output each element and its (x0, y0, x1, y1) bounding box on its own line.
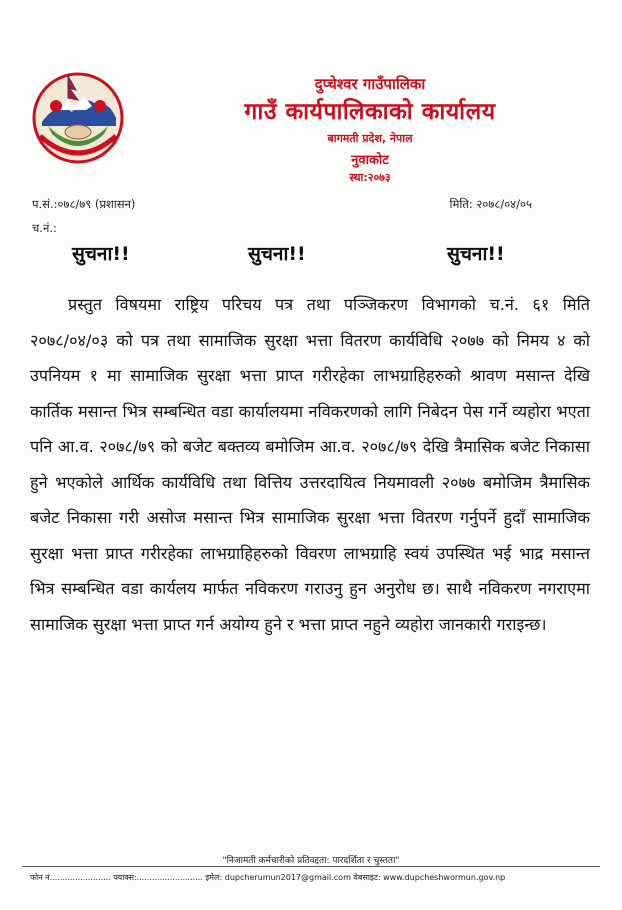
notice-heading-2: सुचना!! (248, 243, 306, 265)
established-year: स्था:२०७३ (349, 171, 391, 184)
dispatch-number: च.नं.: (32, 221, 57, 235)
footer-email-label: इमेल: (205, 873, 223, 882)
footer-contact (30, 872, 610, 883)
reference-number: प.सं.:०७८/७९ (प्रशासन) (32, 197, 136, 211)
footer-website-label: वेबसाइट: (353, 873, 381, 882)
district-name: नुवाकोट (351, 153, 389, 168)
footer-email: dupcherumun2017@gmail.com (224, 873, 351, 882)
body-paragraph: प्रस्तुत विषयमा राष्ट्रिय परिचय पत्र तथा पञ्जिकरण विभागको च.नं. ६१ मिति २०७८/०४/०३ को पत्र तथा सामाजिक सुरक्षा भत्ता वितरण कार्यविधि २०७७ को निमय ४ को उपनियम १ मा सामाजिक सुरक्षा भत्ता प्राप्त गरीरहेका लाभग्राहिहरुको श्रावण मसान्त देखि कार्तिक मसान्त भित्र सम्बन्धित वडा कार्यालयमा नविकरणको लागि निबेदन पेस गर्ने व्यहोरा भएता पनि आ.व. २०७८/७९ को बजेट बक्तव्य बमोजिम आ.व. २०७८/७९ देखि त्रैमासिक बजेट निकासा हुने भएकोले आर्थिक कार्यविधि तथा वित्तिय उत्तरदायित्व नियमावली २०७७ बमोजिम त्रैमासिक बजेट निकासा गरी असोज मसान्त भित्र सामाजिक सुरक्षा भत्ता वितरण गर्नुपर्ने हुदाँ सामाजिक सुरक्षा भत्ता प्राप्त गरीरहेका लाभग्राहिहरुको विवरण लाभग्राहि स्वयं उपस्थित भई भाद्र मसान्त भित्र सम्बन्धित वडा कार्यलय मार्फत नविकरण गराउनु हुन अनुरोध छ। साथै नविकरण नगराएमा सामाजिक सुरक्षा भत्ता प्राप्त गर्न अयोग्य हुने र भत्ता प्राप्त नहुने व्यहोरा जानकारी गराइन्छ। (30, 295, 590, 634)
notice-body (30, 287, 590, 642)
footer-divider (22, 866, 600, 867)
province-name: बागमती प्रदेश, नेपाल (327, 132, 413, 145)
municipality-name: दुप्चेश्वर गाउँपालिका (314, 75, 426, 93)
civil-service-motto: "निजामती कर्मचारीको प्रतिवद्दता: पारदर्शिता र चुस्तता" (222, 856, 400, 866)
footer-fax: फ्याक्स:.......................... (113, 873, 203, 882)
nepal-emblem-icon (28, 66, 128, 166)
footer-website: www.dupcheshwormun.gov.np (383, 873, 506, 882)
footer-phone: फोन नं........................ (30, 873, 111, 882)
notice-heading-3: सुचना!! (447, 243, 505, 265)
notice-heading-1: सुचना!! (72, 243, 130, 265)
office-name: गाउँ कार्यपालिकाको कार्यालय (244, 99, 496, 125)
letter-date: मिति: २०७८/०४/०५ (449, 197, 532, 211)
